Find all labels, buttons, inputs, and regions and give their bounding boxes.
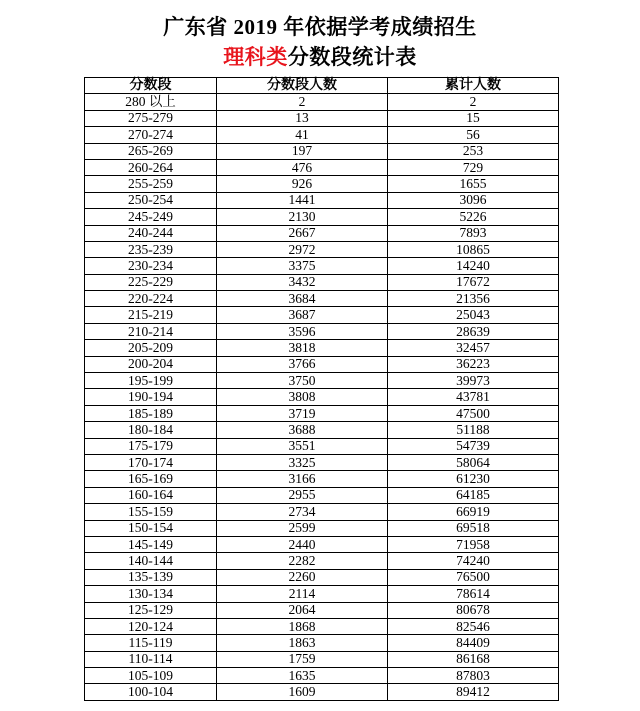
cell-score-range: 170-174 [85, 454, 217, 470]
cell-score-range: 265-269 [85, 143, 217, 159]
cell-count: 2282 [217, 553, 388, 569]
cell-score-range: 125-129 [85, 602, 217, 618]
cell-score-range: 210-214 [85, 323, 217, 339]
cell-count: 3375 [217, 258, 388, 274]
cell-cumulative: 3096 [388, 192, 559, 208]
cell-count: 2064 [217, 602, 388, 618]
score-distribution-table [84, 77, 559, 701]
table-row [85, 684, 559, 700]
cell-count: 3432 [217, 274, 388, 290]
cell-cumulative: 82546 [388, 618, 559, 634]
table-row [85, 94, 559, 110]
cell-cumulative: 15 [388, 110, 559, 126]
cell-score-range: 140-144 [85, 553, 217, 569]
cell-count: 1635 [217, 668, 388, 684]
cell-score-range: 120-124 [85, 618, 217, 634]
cell-cumulative: 729 [388, 159, 559, 175]
cell-count: 41 [217, 127, 388, 143]
subtitle-rest: 分数段统计表 [287, 45, 417, 69]
cell-score-range: 180-184 [85, 422, 217, 438]
cell-score-range: 245-249 [85, 209, 217, 225]
header-count: 分数段人数 [217, 78, 388, 94]
cell-count: 3325 [217, 454, 388, 470]
table-row [85, 586, 559, 602]
cell-score-range: 230-234 [85, 258, 217, 274]
cell-score-range: 185-189 [85, 405, 217, 421]
table-row [85, 520, 559, 536]
table-row [85, 291, 559, 307]
cell-score-range: 225-229 [85, 274, 217, 290]
cell-cumulative: 64185 [388, 487, 559, 503]
cell-score-range: 280 以上 [85, 94, 217, 110]
table-row [85, 225, 559, 241]
cell-count: 2 [217, 94, 388, 110]
cell-cumulative: 32457 [388, 340, 559, 356]
cell-count: 3688 [217, 422, 388, 438]
table-row [85, 159, 559, 175]
cell-score-range: 115-119 [85, 635, 217, 651]
cell-count: 3551 [217, 438, 388, 454]
cell-cumulative: 80678 [388, 602, 559, 618]
header-score-range: 分数段 [85, 78, 217, 94]
cell-cumulative: 87803 [388, 668, 559, 684]
cell-score-range: 195-199 [85, 373, 217, 389]
cell-cumulative: 7893 [388, 225, 559, 241]
table-row [85, 143, 559, 159]
cell-score-range: 130-134 [85, 586, 217, 602]
table-row [85, 274, 559, 290]
table-row [85, 356, 559, 372]
cell-cumulative: 1655 [388, 176, 559, 192]
table-row [85, 454, 559, 470]
cell-cumulative: 54739 [388, 438, 559, 454]
table-row [85, 340, 559, 356]
cell-cumulative: 89412 [388, 684, 559, 700]
table-row [85, 127, 559, 143]
cell-count: 3687 [217, 307, 388, 323]
cell-count: 2599 [217, 520, 388, 536]
table-row [85, 110, 559, 126]
cell-count: 197 [217, 143, 388, 159]
cell-count: 2667 [217, 225, 388, 241]
cell-cumulative: 5226 [388, 209, 559, 225]
table-row [85, 307, 559, 323]
cell-score-range: 105-109 [85, 668, 217, 684]
table-row [85, 405, 559, 421]
cell-count: 926 [217, 176, 388, 192]
cell-cumulative: 25043 [388, 307, 559, 323]
table-row [85, 209, 559, 225]
table-row [85, 487, 559, 503]
table-row [85, 553, 559, 569]
cell-count: 13 [217, 110, 388, 126]
cell-score-range: 240-244 [85, 225, 217, 241]
cell-count: 2734 [217, 504, 388, 520]
cell-score-range: 155-159 [85, 504, 217, 520]
cell-count: 2972 [217, 241, 388, 257]
cell-cumulative: 17672 [388, 274, 559, 290]
table-row [85, 668, 559, 684]
cell-count: 1868 [217, 618, 388, 634]
cell-count: 2114 [217, 586, 388, 602]
cell-score-range: 110-114 [85, 651, 217, 667]
cell-count: 476 [217, 159, 388, 175]
cell-count: 3750 [217, 373, 388, 389]
cell-score-range: 260-264 [85, 159, 217, 175]
cell-score-range: 270-274 [85, 127, 217, 143]
cell-cumulative: 69518 [388, 520, 559, 536]
cell-cumulative: 74240 [388, 553, 559, 569]
table-row [85, 389, 559, 405]
cell-score-range: 165-169 [85, 471, 217, 487]
cell-cumulative: 28639 [388, 323, 559, 339]
document-title: 广东省 2019 年依据学考成绩招生 [163, 15, 477, 39]
cell-cumulative: 39973 [388, 373, 559, 389]
cell-score-range: 190-194 [85, 389, 217, 405]
cell-score-range: 160-164 [85, 487, 217, 503]
cell-count: 3684 [217, 291, 388, 307]
cell-cumulative: 56 [388, 127, 559, 143]
table-row [85, 176, 559, 192]
cell-count: 3719 [217, 405, 388, 421]
cell-cumulative: 66919 [388, 504, 559, 520]
cell-count: 2130 [217, 209, 388, 225]
cell-count: 1441 [217, 192, 388, 208]
table-row [85, 602, 559, 618]
cell-count: 3818 [217, 340, 388, 356]
cell-count: 2260 [217, 569, 388, 585]
table-row [85, 422, 559, 438]
cell-score-range: 135-139 [85, 569, 217, 585]
cell-count: 3596 [217, 323, 388, 339]
table-row [85, 569, 559, 585]
table-header-row [85, 78, 559, 94]
cell-cumulative: 61230 [388, 471, 559, 487]
cell-count: 1759 [217, 651, 388, 667]
cell-cumulative: 21356 [388, 291, 559, 307]
cell-cumulative: 84409 [388, 635, 559, 651]
cell-score-range: 250-254 [85, 192, 217, 208]
subtitle-category: 理科类 [223, 45, 288, 69]
cell-cumulative: 253 [388, 143, 559, 159]
cell-cumulative: 2 [388, 94, 559, 110]
cell-score-range: 275-279 [85, 110, 217, 126]
table-row [85, 241, 559, 257]
cell-cumulative: 76500 [388, 569, 559, 585]
table-row [85, 323, 559, 339]
table-row [85, 504, 559, 520]
cell-score-range: 145-149 [85, 536, 217, 552]
cell-count: 1863 [217, 635, 388, 651]
table-row [85, 438, 559, 454]
cell-cumulative: 71958 [388, 536, 559, 552]
cell-count: 1609 [217, 684, 388, 700]
cell-score-range: 205-209 [85, 340, 217, 356]
cell-cumulative: 51188 [388, 422, 559, 438]
table-row [85, 635, 559, 651]
cell-count: 2955 [217, 487, 388, 503]
cell-score-range: 100-104 [85, 684, 217, 700]
cell-count: 3166 [217, 471, 388, 487]
cell-score-range: 200-204 [85, 356, 217, 372]
table-row [85, 536, 559, 552]
table-row [85, 651, 559, 667]
cell-cumulative: 14240 [388, 258, 559, 274]
header-cumulative: 累计人数 [388, 78, 559, 94]
table-row [85, 471, 559, 487]
table-row [85, 258, 559, 274]
document-subtitle [0, 44, 640, 70]
cell-count: 2440 [217, 536, 388, 552]
cell-count: 3808 [217, 389, 388, 405]
cell-cumulative: 86168 [388, 651, 559, 667]
cell-cumulative: 43781 [388, 389, 559, 405]
cell-cumulative: 10865 [388, 241, 559, 257]
cell-score-range: 235-239 [85, 241, 217, 257]
cell-score-range: 150-154 [85, 520, 217, 536]
cell-cumulative: 47500 [388, 405, 559, 421]
cell-score-range: 255-259 [85, 176, 217, 192]
table-row [85, 618, 559, 634]
cell-cumulative: 36223 [388, 356, 559, 372]
table-row [85, 373, 559, 389]
cell-cumulative: 78614 [388, 586, 559, 602]
cell-count: 3766 [217, 356, 388, 372]
cell-cumulative: 58064 [388, 454, 559, 470]
cell-score-range: 220-224 [85, 291, 217, 307]
cell-score-range: 175-179 [85, 438, 217, 454]
table-row [85, 192, 559, 208]
cell-score-range: 215-219 [85, 307, 217, 323]
